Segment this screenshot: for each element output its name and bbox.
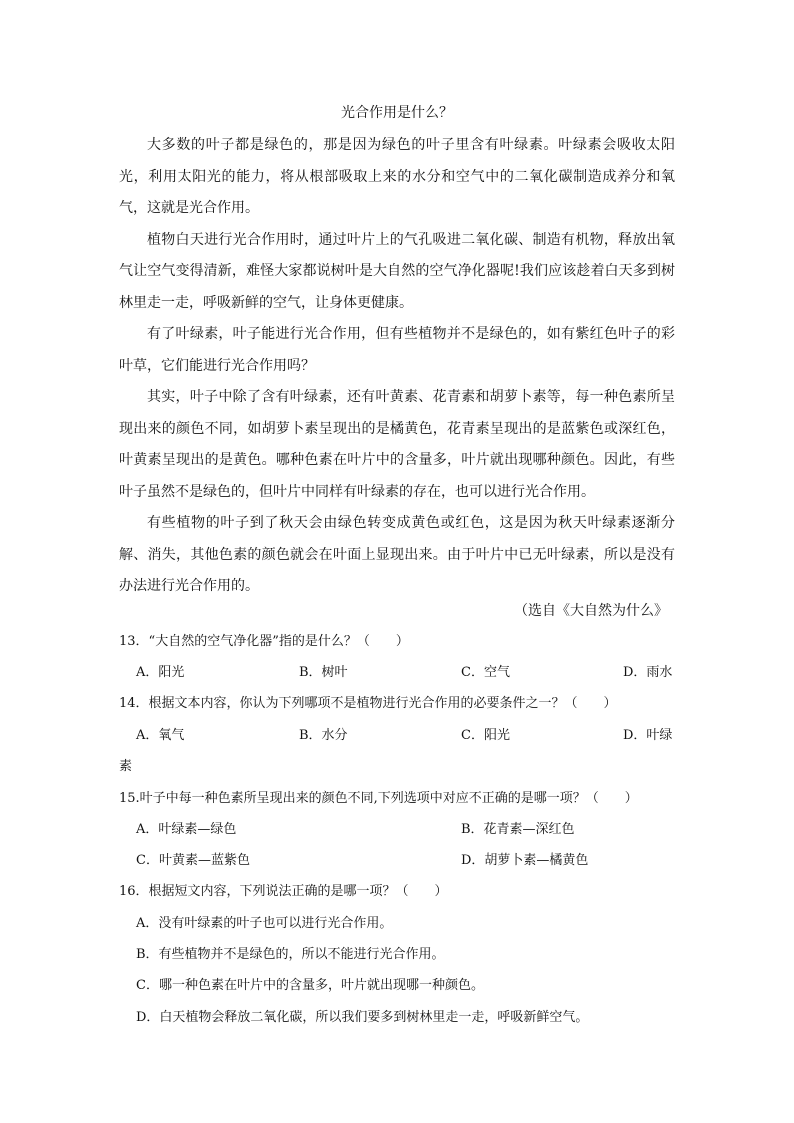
question-13-option-b[interactable]: B．树叶 [299,665,348,680]
passage-paragraph-3: 有了叶绿素，叶子能进行光合作用，但有些植物并不是绿色的，如有紫红色叶子的彩叶草，它们能进行光合作用吗？ [119,326,675,374]
question-15-option-b[interactable]: B．花青素—深红色 [461,822,575,837]
question-16-option-c[interactable]: C．哪一种色素在叶片中的含量多，叶片就出现哪一种颜色。 [136,978,484,993]
question-14-option-b[interactable]: B．水分 [299,728,348,743]
question-15-option-a[interactable]: A．叶绿素—绿色 [136,822,237,837]
question-15-stem: 15.叶子中每一种色素所呈现出来的颜色不同,下列选项中对应不正确的是哪一项？（ ） [119,791,638,806]
question-13-option-a[interactable]: A．阳光 [136,665,185,680]
passage-title: 光合作用是什么？ [341,105,453,121]
question-14-option-a[interactable]: A．氧气 [136,728,185,743]
question-14-option-c[interactable]: C．阳光 [461,728,510,743]
question-15-option-d[interactable]: D．胡萝卜素—橘黄色 [461,853,589,868]
question-13-stem: 13．“大自然的空气净化器”指的是什么？（ ） [119,634,409,649]
question-13-option-c[interactable]: C．空气 [461,665,510,680]
question-14-stem: 14．根据文本内容，你认为下列哪项不是植物进行光合作用的必要条件之一？（ ） [119,696,617,711]
question-14-option-d-wrap: 素 [119,759,133,774]
question-16-option-b[interactable]: B．有些植物并不是绿色的，所以不能进行光合作用。 [136,947,445,962]
question-13-option-d[interactable]: D．雨水 [623,665,673,680]
question-14-option-d[interactable]: D．叶绿 [623,728,673,743]
passage-paragraph-2: 植物白天进行光合作用时，通过叶片上的气孔吸进二氧化碳、制造有机物，释放出氧气让空气变得清新，难怪大家都说树叶是大自然的空气净化器呢!我们应该趁着白天多到树林里走一走，呼吸新鲜的空气，让身体更健康。 [119,231,675,311]
question-16-stem: 16．根据短文内容，下列说法正确的是哪一项？（ ） [119,884,448,899]
question-16-option-d[interactable]: D．白天植物会释放二氧化碳，所以我们要多到树林里走一走，呼吸新鲜空气。 [136,1010,589,1025]
question-16-option-a[interactable]: A．没有叶绿素的叶子也可以进行光合作用。 [136,916,393,931]
passage-body [119,130,675,603]
passage-paragraph-1: 大多数的叶子都是绿色的，那是因为绿色的叶子里含有叶绿素。叶绿素会吸收太阳光，利用太阳光的能力，将从根部吸取上来的水分和空气中的二氧化碳制造成养分和氧气，这就是光合作用。 [119,137,675,216]
question-15-option-c[interactable]: C．叶黄素—蓝紫色 [136,853,250,868]
passage-paragraph-5: 有些植物的叶子到了秋天会由绿色转变成黄色或红色，这是因为秋天叶绿素逐渐分解、消失，其他色素的颜色就会在叶面上显现出来。由于叶片中已无叶绿素，所以是没有办法进行光合作用的。 [119,515,675,594]
passage-paragraph-4: 其实，叶子中除了含有叶绿素，还有叶黄素、花青素和胡萝卜素等，每一种色素所呈现出来的颜色不同，如胡萝卜素呈现出的是橘黄色，花青素呈现出的是蓝紫色或深红色，叶黄素呈现出的是黄色。哪种色素在叶片中的含量多，叶片就出现哪种颜色。因此，有些叶子虽然不是绿色的，但叶片中同样有叶绿素的存在，也可以进行光合作用。 [119,389,675,500]
passage-source: （选自《大自然为什么》 [514,603,668,619]
